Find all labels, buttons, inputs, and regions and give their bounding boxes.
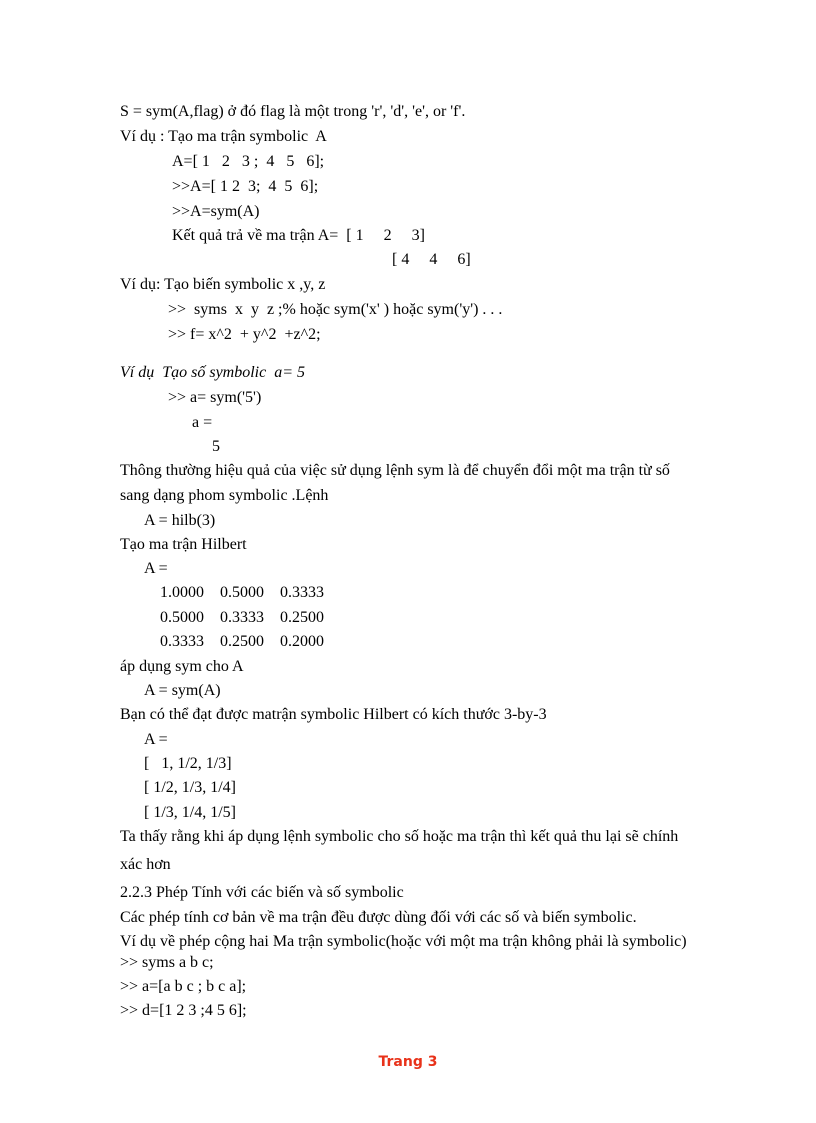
matrix-row: [ 1/2, 1/3, 1/4] (144, 779, 236, 796)
code-line: A = hilb(3) (144, 512, 216, 529)
text-line: Tạo ma trận Hilbert (120, 536, 247, 553)
matrix-row: 1.0000 0.5000 0.3333 (160, 584, 324, 601)
code-line: A = (144, 731, 168, 748)
code-line: a = (192, 414, 213, 431)
code-line: >>A=[ 1 2 3; 4 5 6]; (172, 178, 319, 195)
matrix-row: 0.3333 0.2500 0.2000 (160, 633, 324, 650)
code-line: >> f= x^2 + y^2 +z^2; (168, 326, 321, 343)
text-line: Ta thấy rằng khi áp dụng lệnh symbolic cho số hoặc ma trận thì kết quả thu lại sẽ chính (120, 828, 679, 845)
code-line: A = (144, 560, 168, 577)
page-footer: Trang 3 (378, 1054, 438, 1070)
matrix-row: [ 4 4 6] (392, 251, 471, 268)
text-line: Ví dụ về phép cộng hai Ma trận symbolic(hoặc với một ma trận không phải là symbolic) (120, 933, 687, 950)
code-line: 5 (212, 438, 220, 455)
text-line: sang dạng phom symbolic .Lệnh (120, 487, 329, 504)
code-line: A=[ 1 2 3 ; 4 5 6]; (172, 153, 325, 170)
text-line: Kết quả trả về ma trận A= [ 1 2 3] (172, 227, 425, 244)
text-line: Các phép tính cơ bản về ma trận đều được dùng đối với các số và biến symbolic. (120, 909, 637, 926)
matrix-row: [ 1, 1/2, 1/3] (144, 755, 232, 772)
code-line: >> syms x y z ;% hoặc sym('x' ) hoặc sym('y') . . . (168, 301, 503, 318)
code-line: >> a=[a b c ; b c a]; (120, 978, 247, 995)
code-line: >> a= sym('5') (168, 389, 262, 406)
code-line: A = sym(A) (144, 682, 221, 699)
matrix-row: [ 1/3, 1/4, 1/5] (144, 804, 236, 821)
text-line: áp dụng sym cho A (120, 658, 244, 675)
section-heading: 2.2.3 Phép Tính với các biến và số symbolic (120, 884, 404, 901)
text-line: Thông thường hiệu quả của việc sử dụng lệnh sym là để chuyển đổi một ma trận từ số (120, 462, 670, 479)
example-heading: Ví dụ Tạo số symbolic a= 5 (120, 364, 306, 381)
text-line: Ví dụ : Tạo ma trận symbolic A (120, 128, 327, 145)
text-line: Bạn có thể đạt được matrận symbolic Hilbert có kích thước 3-by-3 (120, 706, 547, 723)
code-line: >>A=sym(A) (172, 203, 260, 220)
code-line: >> syms a b c; (120, 954, 214, 971)
code-line: >> d=[1 2 3 ;4 5 6]; (120, 1002, 247, 1019)
text-line: Ví dụ: Tạo biến symbolic x ,y, z (120, 276, 326, 293)
text-line: xác hơn (120, 856, 171, 873)
matrix-row: 0.5000 0.3333 0.2500 (160, 609, 324, 626)
text-line: S = sym(A,flag) ở đó flag là một trong 'r', 'd', 'e', or 'f'. (120, 103, 466, 120)
